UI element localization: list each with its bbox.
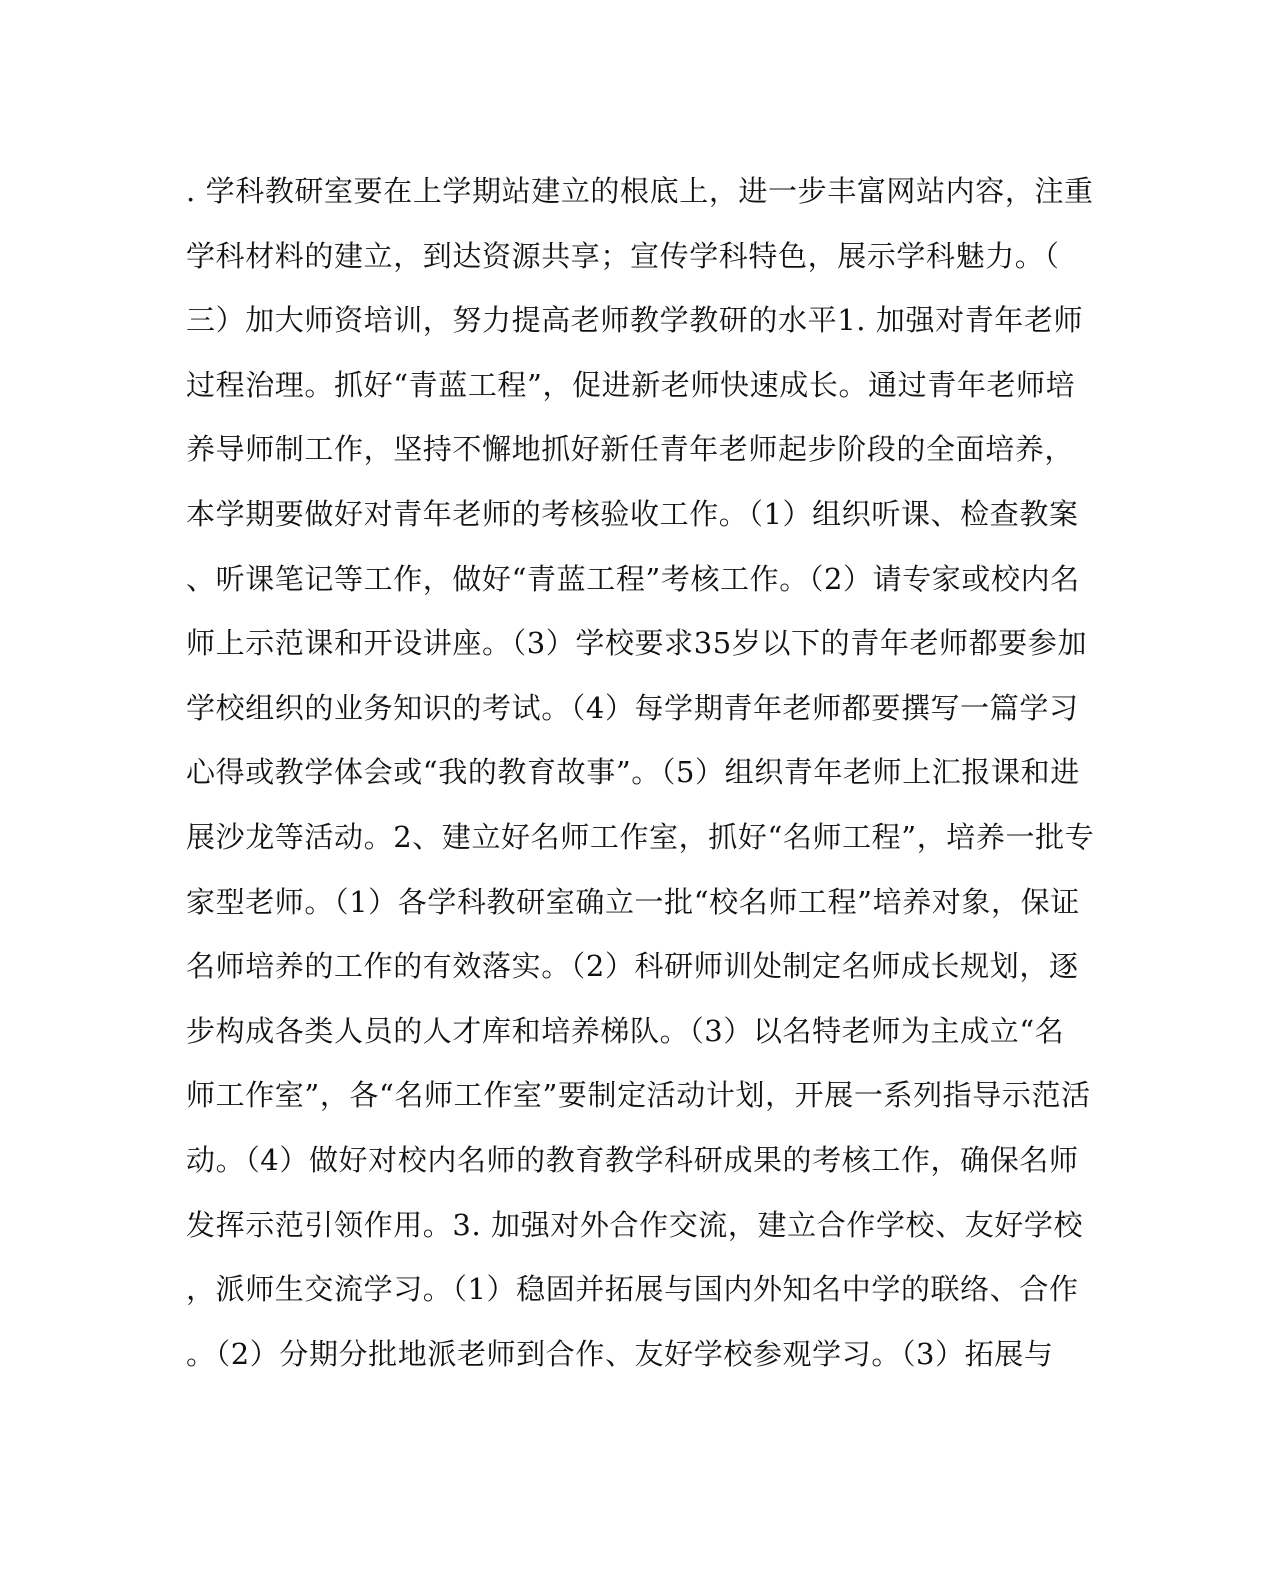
text-line: 养导师制工作，坚持不懈地抓好新任青年老师起步阶段的全面培养， <box>186 432 1075 467</box>
text-line: 三）加大师资培训，努力提高老师教学教研的水平1. 加强对青年老师 <box>186 303 1084 338</box>
text-line: 学科材料的建立，到达资源共享；宣传学科特色，展示学科魅力。（ <box>186 238 1060 273</box>
text-line: ，派师生交流学习。（1）稳固并拓展与国内外知名中学的联络、合作 <box>186 1272 1079 1307</box>
text-line: 展沙龙等活动。2、建立好名师工作室，抓好“名师工程”，培养一批专 <box>186 819 1095 854</box>
text-line: 、听课笔记等工作，做好“青蓝工程”考核工作。（2）请专家或校内名 <box>186 561 1080 596</box>
text-line: 动。（4）做好对校内名师的教育教学科研成果的考核工作，确保名师 <box>186 1142 1079 1177</box>
text-line: . 学科教研室要在上学期站建立的根底上，进一步丰富网站内容，注重 <box>186 174 1094 208</box>
text-line: 发挥示范引领作用。3. 加强对外合作交流，建立合作学校、友好学校 <box>186 1207 1084 1242</box>
text-line: 家型老师。（1）各学科教研室确立一批“校名师工程”培养对象，保证 <box>186 884 1080 919</box>
text-line: 师工作室”，各“名师工作室”要制定活动计划，开展一系列指导示范活 <box>186 1078 1091 1113</box>
text-line: 心得或教学体会或“我的教育故事”。（5）组织青年老师上汇报课和进 <box>186 755 1080 790</box>
text-line: 。（2）分期分批地派老师到合作、友好学校参观学习。（3）拓展与 <box>186 1336 1054 1371</box>
text-line: 本学期要做好对青年老师的考核验收工作。（1）组织听课、检查教案 <box>186 496 1079 531</box>
text-line: 师上示范课和开设讲座。（3）学校要求35岁以下的青年老师都要参加 <box>186 626 1088 661</box>
body-text <box>186 163 1095 1390</box>
text-line: 名师培养的工作的有效落实。（2）科研师训处制定名师成长规划，逐 <box>186 949 1079 984</box>
text-line: 步构成各类人员的人才库和培养梯队。（3）以名特老师为主成立“名 <box>186 1013 1065 1048</box>
text-line: 学校组织的业务知识的考试。（4）每学期青年老师都要撰写一篇学习 <box>186 690 1079 725</box>
text-line: 过程治理。抓好“青蓝工程”，促进新老师快速成长。通过青年老师培 <box>186 367 1076 402</box>
